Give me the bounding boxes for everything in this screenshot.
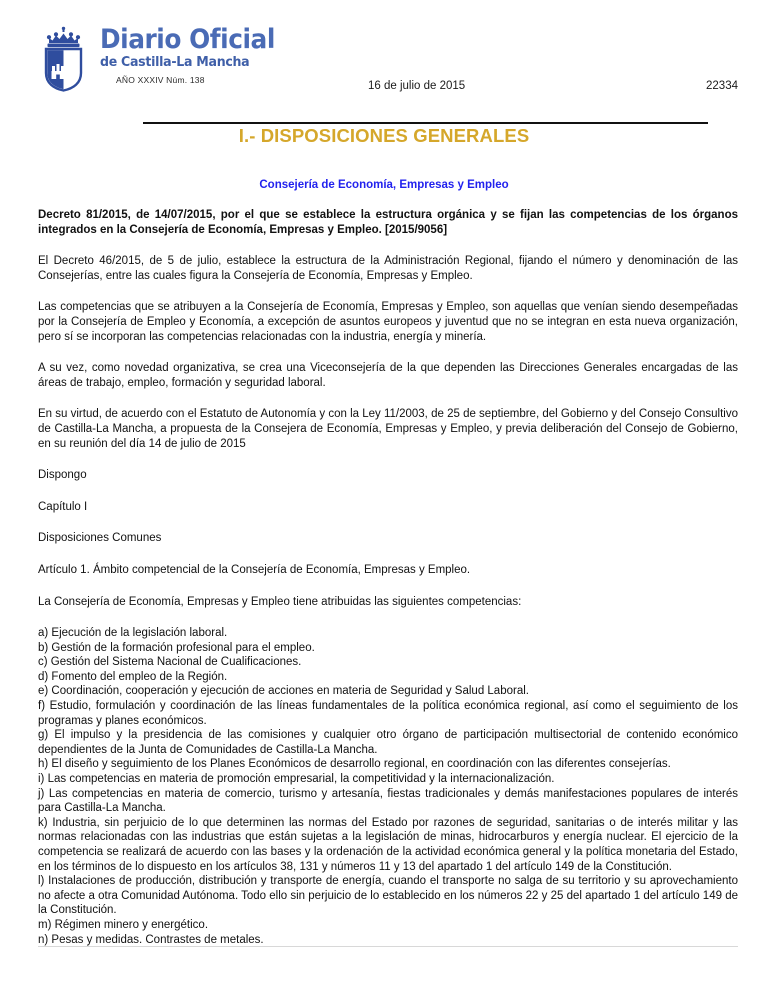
brand-subtitle: de Castilla-La Mancha [100, 54, 250, 70]
list-item: m) Régimen minero y energético. [38, 918, 209, 931]
chapter-label: Capítulo I [38, 500, 88, 513]
page-number: 22334 [706, 80, 738, 92]
coat-of-arms-icon [38, 26, 90, 92]
list-item: l) Instalaciones de producción, distribución y transporte de energía, cuando el transporte no salga de su territorio y su aprovechamiento no afecte a otra Comunidad Autónoma. Todo ello sin perjuicio de lo establecido en los números 22 y 25 del apartado 1 del artículo 149 de la Constitución. [38, 875, 738, 917]
header-divider [143, 122, 708, 124]
page-title: I.- DISPOSICIONES GENERALES [238, 125, 530, 146]
brand-year-issue: AÑO XXXIV Núm. 138 [116, 75, 205, 85]
paragraph-4: En su virtud, de acuerdo con el Estatuto de Autonomía y con la Ley 11/2003, de 25 de septiembre, del Gobierno y del Consejo Consultivo de Castilla-La Mancha, a propuesta de la Consejera de Economía, Empresas y Empleo, y previa deliberación del Consejo de Gobierno, en su reunión del día 14 de julio de 2015 [38, 408, 738, 450]
list-item: h) El diseño y seguimiento de los Planes Económicos de desarrollo regional, en coordinación con las diferentes consejerías. [38, 758, 671, 771]
article-heading: Artículo 1. Ámbito competencial de la Consejería de Economía, Empresas y Empleo. [38, 563, 471, 576]
footer-divider [38, 946, 738, 947]
paragraph-2: Las competencias que se atribuyen a la Consejería de Economía, Empresas y Empleo, son aquellas que venían siendo desempeñadas por la Consejería de Empleo y Economía, a excepción de asuntos europeos y juventud que no se integran en esta nueva organización, pero sí se incorporan las competencias relacionadas con la industria, energía y minería. [38, 301, 738, 343]
article-intro: La Consejería de Economía, Empresas y Empleo tiene atribuidas las siguientes competencias: [38, 595, 522, 608]
chapter-title: Disposiciones Comunes [38, 532, 162, 545]
masthead [38, 26, 738, 98]
list-item: e) Coordinación, cooperación y ejecución de acciones en materia de Seguridad y Salud Laboral. [38, 685, 529, 698]
brand-block [100, 26, 280, 85]
list-item: n) Pesas y medidas. Contrastes de metales. [38, 933, 264, 946]
paragraph-3: A su vez, como novedad organizativa, se crea una Viceconsejería de la que dependen las Direcciones Generales encargadas de las áreas de trabajo, empleo, formación y seguridad laboral. [38, 362, 738, 389]
list-item: c) Gestión del Sistema Nacional de Cualificaciones. [38, 656, 302, 669]
list-item: i) Las competencias en materia de promoción empresarial, la competitividad y la internacionalización. [38, 773, 555, 786]
paragraph-1: El Decreto 46/2015, de 5 de julio, establece la estructura de la Administración Regional, fijando el número y denominación de las Consejerías, entre las cuales figura la Consejería de Economía, Empresas y Empleo. [38, 255, 738, 282]
competencies-list [38, 626, 738, 947]
decree-heading: Decreto 81/2015, de 14/07/2015, por el que se establece la estructura orgánica y se fijan las competencias de los órganos integrados en la Consejería de Economía, Empresas y Empleo. [2015/9056] [38, 209, 738, 236]
list-item: k) Industria, sin perjuicio de lo que determinen las normas del Estado por razones de seguridad, sanitarias o de interés militar y las normas relacionadas con las industrias que están sujetas a la legislación de minas, hidrocarburos y energía nuclear. El ejercicio de la competencia se realizará de acuerdo con las bases y la ordenación de la actividad económica general y la política monetaria del Estado, en los términos de lo dispuesto en los artículos 38, 131 y números 11 y 13 del apartado 1 del artículo 149 de la Constitución. [38, 816, 738, 873]
list-item: f) Estudio, formulación y coordinación de las líneas fundamentales de la política económica regional, así como el seguimiento de los programas y planes económicos. [38, 700, 738, 727]
document-body [38, 208, 738, 947]
publication-date: 16 de julio de 2015 [368, 80, 466, 92]
section-title: Consejería de Economía, Empresas y Empleo [259, 179, 509, 191]
header-meta [278, 80, 738, 96]
list-item: b) Gestión de la formación profesional para el empleo. [38, 641, 315, 654]
list-item: g) El impulso y la presidencia de las comisiones y cualquier otro órgano de participación multisectorial de contenido económico dependientes de la Junta de Comunidades de Castilla-La Mancha. [38, 729, 738, 756]
brand-title: Diario Oficial [100, 24, 275, 55]
list-item: a) Ejecución de la legislación laboral. [38, 627, 228, 640]
list-item: j) Las competencias en materia de comercio, turismo y artesanía, fiestas tradicionales y demás manifestaciones populares de interés para Castilla-La Mancha. [38, 787, 738, 815]
list-item: d) Fomento del empleo de la Región. [38, 670, 228, 683]
dispongo-line: Dispongo [38, 469, 87, 482]
